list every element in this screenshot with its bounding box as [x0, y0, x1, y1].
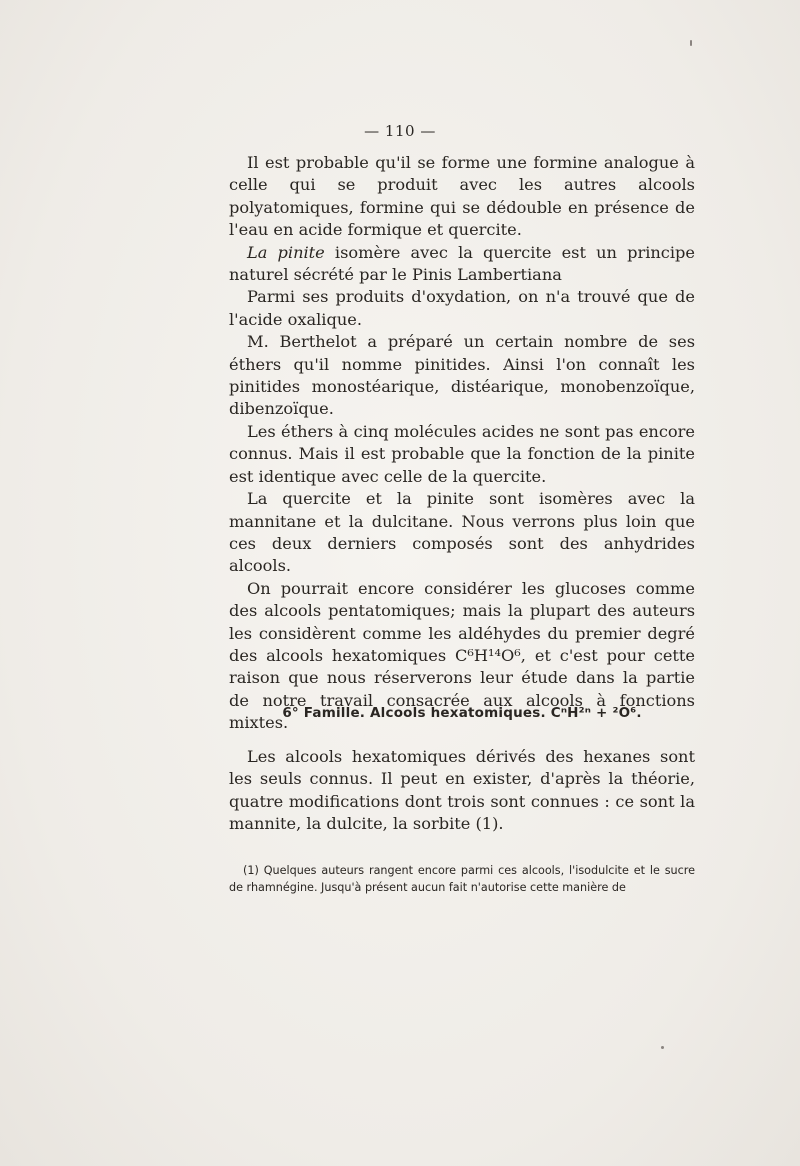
main-text	[229, 152, 695, 735]
speck	[661, 1046, 664, 1049]
paragraph-hexatomiques: Les alcools hexatomiques dérivés des hexanes sont les seuls connus. Il peut en exister, d'après la théorie, quatre modifications dont trois sont connues : ce sont la mannite, la dulcite, la sorbite (1).	[229, 747, 695, 834]
glucoses-text: On pourrait encore considérer les glucoses comme des alcools pentatomiques; mais la plupart des auteurs les considèrent comme les aldéhydes du premier degré des alcools hexatomiques	[229, 578, 695, 665]
paragraph-pinite	[229, 242, 695, 287]
pinite-text: isomère avec la quercite est un principe naturel sécrété par le Pinis Lambertiana	[229, 242, 695, 285]
page-number: — 110 —	[364, 122, 436, 140]
formula-inline: C⁶H¹⁴O⁶	[455, 645, 521, 665]
footnote-text: (1) Quelques auteurs rangent encore parmi ces alcools, l'isodulcite et le sucre de rhamnégine. Jusqu'à présent aucun fait n'autorise cette manière de	[229, 864, 695, 894]
pinite-term: La pinite	[247, 242, 325, 262]
paragraph-ethers: Les éthers à cinq molécules acides ne sont pas encore connus. Mais il est probable que la fonction de la pinite est identique avec celle de la quercite.	[229, 421, 695, 486]
glucoses-text-end: , et c'est pour cette raison que nous réserverons leur étude dans la partie de notre travail consacrée aux alcools à fonctions mixtes.	[229, 645, 695, 733]
paragraph-formine: Il est probable qu'il se forme une formine analogue à celle qui se produit avec les autres alcools polyatomiques, formine qui se dédouble en présence de l'eau en acide formique et quercite.	[229, 153, 695, 240]
section-heading: 6° Famille. Alcools hexatomiques. CⁿH²ⁿ + ²O⁶.	[282, 705, 642, 721]
paragraph-isomeres: La quercite et la pinite sont isomères avec la mannitane et la dulcitane. Nous verrons plus loin que ces deux derniers composés sont des anhydrides alcools.	[229, 489, 695, 576]
paragraph-oxydation: Parmi ses produits d'oxydation, on n'a trouvé que de l'acide oxalique.	[229, 287, 695, 329]
paragraph-berthelot: M. Berthelot a préparé un certain nombre de ses éthers qu'il nomme pinitides. Ainsi l'on connaît les pinitides monostéarique, distéarique, monobenzoïque, dibenzoïque.	[229, 332, 695, 419]
speck	[690, 40, 692, 46]
section-text	[229, 746, 695, 836]
footnote	[229, 862, 695, 896]
